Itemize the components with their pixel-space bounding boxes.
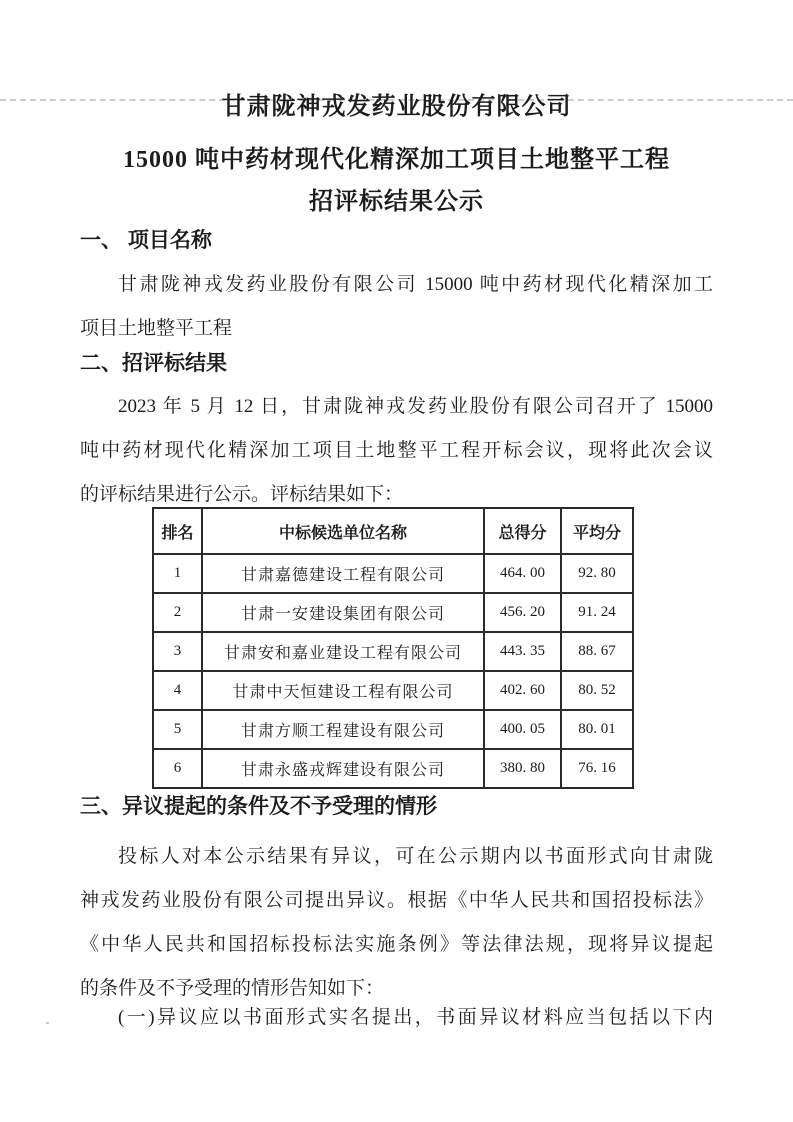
cell-company-name: 甘肃一安建设集团有限公司 [202,593,484,632]
table-row [153,593,633,632]
doc-title-line-3: 招评标结果公示 [309,189,484,215]
body-line: 甘肃陇神戎发药业股份有限公司 15000 吨中药材现代化精深加工 [118,274,713,295]
column-header-rank: 排名 [153,508,202,554]
section-1-heading: 一、 项目名称 [80,229,212,252]
cell-rank: 5 [153,710,202,749]
cell-average-score: 91. 24 [561,593,633,632]
cell-average-score: 80. 52 [561,671,633,710]
table-row [153,710,633,749]
cell-company-name: 甘肃永盛戎辉建设有限公司 [202,749,484,788]
column-header-total-score: 总得分 [484,508,561,554]
cell-rank: 4 [153,671,202,710]
cell-rank: 1 [153,554,202,593]
table-row [153,749,633,788]
section-3-paragraph-2 [80,996,713,1040]
doc-title-line-1: 甘肃陇神戎发药业股份有限公司 [221,94,572,120]
cell-rank: 3 [153,632,202,671]
body-line: 的评标结果进行公示。评标结果如下： [80,484,404,505]
table-row [153,632,633,671]
body-line: 神戎发药业股份有限公司提出异议。根据《中华人民共和国招投标法》 [80,890,713,911]
cell-rank: 2 [153,593,202,632]
cell-company-name: 甘肃安和嘉业建设工程有限公司 [202,632,484,671]
table-row [153,671,633,710]
cell-company-name: 甘肃嘉德建设工程有限公司 [202,554,484,593]
section-3-heading: 三、异议提起的条件及不予受理的情形 [80,795,437,818]
body-line: 《中华人民共和国招标投标法实施条例》等法律法规，现将异议提起 [80,934,713,955]
section-2-heading: 二、招评标结果 [80,352,227,375]
section-1-paragraph [80,263,713,351]
cell-total-score: 456. 20 [484,593,561,632]
body-line: 吨中药材现代化精深加工项目土地整平工程开标会议，现将此次会议 [80,440,713,461]
cell-rank: 6 [153,749,202,788]
section-3-paragraph-1 [80,835,713,1011]
column-header-name: 中标候选单位名称 [202,508,484,554]
scan-speck [46,1022,49,1024]
bid-results-table-wrap [152,507,634,789]
cell-total-score: 380. 80 [484,749,561,788]
cell-average-score: 76. 16 [561,749,633,788]
cell-average-score: 88. 67 [561,632,633,671]
cell-total-score: 402. 60 [484,671,561,710]
body-line: 项目土地整平工程 [80,318,233,339]
column-header-average-score: 平均分 [561,508,633,554]
cell-company-name: 甘肃方顺工程建设有限公司 [202,710,484,749]
bid-results-table [152,507,634,789]
cell-total-score: 464. 00 [484,554,561,593]
table-row [153,554,633,593]
table-header-row [153,508,633,554]
body-line: 投标人对本公示结果有异议，可在公示期内以书面形式向甘肃陇 [118,846,713,867]
cell-company-name: 甘肃中天恒建设工程有限公司 [202,671,484,710]
cell-total-score: 443. 35 [484,632,561,671]
body-line: 2023 年 5 月 12 日，甘肃陇神戎发药业股份有限公司召开了 15000 [118,396,713,417]
doc-title-line-2: 15000 吨中药材现代化精深加工项目土地整平工程 [123,147,670,173]
body-line: 的条件及不予受理的情形告知如下： [80,978,385,999]
cell-average-score: 80. 01 [561,710,633,749]
section-2-paragraph [80,385,713,517]
cell-total-score: 400. 05 [484,710,561,749]
body-line: (一)异议应以书面形式实名提出，书面异议材料应当包括以下内 [118,1007,713,1028]
cell-average-score: 92. 80 [561,554,633,593]
